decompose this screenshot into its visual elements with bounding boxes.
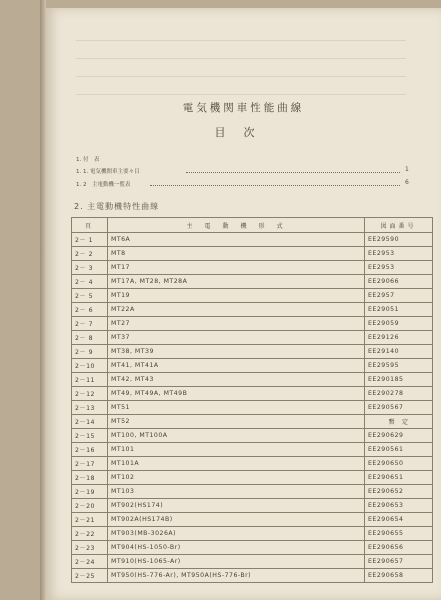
page-cell: 2－14	[72, 415, 108, 429]
drawing-cell: EE29595	[365, 359, 433, 373]
page-cell: 2－13	[72, 401, 108, 415]
header-motor-type: 主 電 動 機 形 式	[108, 218, 365, 233]
motor-cell: MT103	[108, 485, 365, 499]
table-row	[72, 541, 433, 555]
drawing-cell: EE290650	[365, 457, 433, 471]
drawing-cell: EE29066	[365, 275, 433, 289]
drawing-cell: EE29590	[365, 233, 433, 247]
toc-entry-3: 1. 2 主電動機一覧表	[76, 182, 131, 188]
motor-cell: MT22A	[108, 303, 365, 317]
page-cell: 2－19	[72, 485, 108, 499]
drawing-cell: EE290658	[365, 569, 433, 583]
page-cell: 2－15	[72, 429, 108, 443]
table-row	[72, 289, 433, 303]
drawing-cell: 暫 定	[365, 415, 433, 429]
motor-cell: MT8	[108, 247, 365, 261]
table-row	[72, 303, 433, 317]
table-row	[72, 373, 433, 387]
table-row	[72, 387, 433, 401]
motor-cell: MT17A, MT28, MT28A	[108, 275, 365, 289]
drawing-cell: EE290278	[365, 387, 433, 401]
header-drawing-number: 図面番号	[365, 218, 433, 233]
page-cell: 2－17	[72, 457, 108, 471]
page-cell: 2－ 8	[72, 331, 108, 345]
table-row	[72, 401, 433, 415]
page-cell: 2－20	[72, 499, 108, 513]
drawing-cell: EE29059	[365, 317, 433, 331]
table-row	[72, 359, 433, 373]
table-row	[72, 457, 433, 471]
motor-cell: MT42, MT43	[108, 373, 365, 387]
motor-cell: MT17	[108, 261, 365, 275]
drawing-cell: EE290655	[365, 527, 433, 541]
drawing-cell: EE290653	[365, 499, 433, 513]
motor-cell: MT38, MT39	[108, 345, 365, 359]
motor-cell: MT101	[108, 443, 365, 457]
motor-cell: MT904(HS-1050-Br)	[108, 541, 365, 555]
motor-cell: MT19	[108, 289, 365, 303]
table-row	[72, 345, 433, 359]
motor-cell: MT950(HS-776-Ar), MT950A(HS-776-Br)	[108, 569, 365, 583]
motor-table	[71, 217, 433, 583]
page-cell: 2－18	[72, 471, 108, 485]
page-cell: 2－12	[72, 387, 108, 401]
motor-cell: MT102	[108, 471, 365, 485]
drawing-cell: EE29051	[365, 303, 433, 317]
table-row	[72, 275, 433, 289]
drawing-cell: EE290652	[365, 485, 433, 499]
drawing-cell: EE290651	[365, 471, 433, 485]
page-cell: 2－ 5	[72, 289, 108, 303]
drawing-cell: EE29126	[365, 331, 433, 345]
toc-heading: 目次	[214, 126, 273, 139]
toc-page-number: 6	[405, 179, 409, 186]
drawing-cell: EE2957	[365, 289, 433, 303]
drawing-cell: EE2953	[365, 261, 433, 275]
drawing-cell: EE2953	[365, 247, 433, 261]
drawing-cell: EE29140	[365, 345, 433, 359]
table-row	[72, 331, 433, 345]
motor-cell: MT101A	[108, 457, 365, 471]
motor-cell: MT910(HS-1065-Ar)	[108, 555, 365, 569]
motor-cell: MT41, MT41A	[108, 359, 365, 373]
motor-cell: MT902A(HS174B)	[108, 513, 365, 527]
page-cell: 2－24	[72, 555, 108, 569]
page-cell: 2－10	[72, 359, 108, 373]
motor-cell: MT6A	[108, 233, 365, 247]
motor-cell: MT902(HS174)	[108, 499, 365, 513]
table-row	[72, 527, 433, 541]
motor-cell: MT52	[108, 415, 365, 429]
drawing-cell: EE290656	[365, 541, 433, 555]
motor-cell: MT37	[108, 331, 365, 345]
page-cell: 2－22	[72, 527, 108, 541]
table-row	[72, 569, 433, 583]
toc-entry-2: 1. 1. 電気機関車主要々目	[76, 169, 140, 175]
header-page: 頁	[72, 218, 108, 233]
drawing-cell: EE290561	[365, 443, 433, 457]
drawing-cell: EE290567	[365, 401, 433, 415]
motor-cell: MT903(MB-3026A)	[108, 527, 365, 541]
table-row	[72, 443, 433, 457]
page-cell: 2－ 1	[72, 233, 108, 247]
table-row	[72, 485, 433, 499]
table-row	[72, 261, 433, 275]
page-cell: 2－ 2	[72, 247, 108, 261]
toc-entry-1: 1. 付 表	[76, 157, 100, 163]
table-row	[72, 429, 433, 443]
page-cell: 2－23	[72, 541, 108, 555]
section-title: 2. 主電動機特性曲線	[74, 202, 160, 211]
motor-cell: MT100, MT100A	[108, 429, 365, 443]
motor-cell: MT49, MT49A, MT49B	[108, 387, 365, 401]
table-row	[72, 317, 433, 331]
drawing-cell: EE290629	[365, 429, 433, 443]
drawing-cell: EE290185	[365, 373, 433, 387]
table-row	[72, 233, 433, 247]
motor-cell: MT51	[108, 401, 365, 415]
page-cell: 2－16	[72, 443, 108, 457]
page-cell: 2－ 4	[72, 275, 108, 289]
document-title: 電気機関車性能曲線	[182, 102, 305, 114]
table-row	[72, 513, 433, 527]
table-row	[72, 415, 433, 429]
drawing-cell: EE290657	[365, 555, 433, 569]
table-header-row	[72, 218, 433, 233]
motor-cell: MT27	[108, 317, 365, 331]
page-cell: 2－ 7	[72, 317, 108, 331]
table-row	[72, 247, 433, 261]
toc-leader-dots	[150, 185, 400, 186]
table-row	[72, 499, 433, 513]
page-cell: 2－21	[72, 513, 108, 527]
page-cell: 2－11	[72, 373, 108, 387]
page-cell: 2－ 3	[72, 261, 108, 275]
toc-leader-dots	[186, 172, 400, 173]
table-row	[72, 471, 433, 485]
drawing-cell: EE290654	[365, 513, 433, 527]
page-cell: 2－ 9	[72, 345, 108, 359]
table-row	[72, 555, 433, 569]
toc-page-number: 1	[405, 166, 409, 173]
page-cell: 2－25	[72, 569, 108, 583]
page-cell: 2－ 6	[72, 303, 108, 317]
